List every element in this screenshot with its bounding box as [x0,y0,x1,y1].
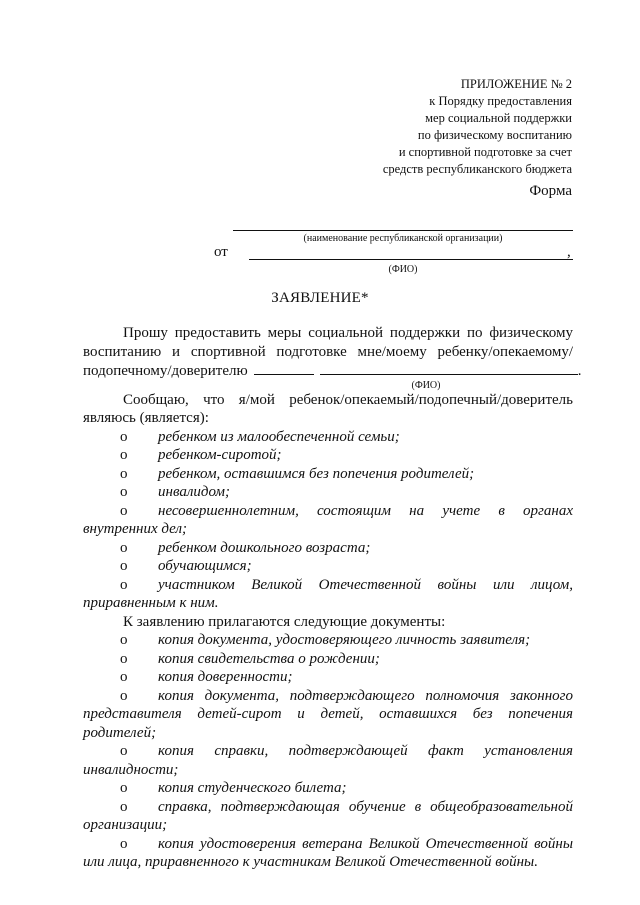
bullet-icon: o [120,539,128,556]
appendix-header [383,76,572,178]
header-line: ПРИЛОЖЕНИЕ № 2 [460,77,572,91]
bullet-icon: o [120,484,128,500]
header-line: мер социальной поддержки [425,111,572,125]
document-item-text: копия справки, подтверждающей факт установления инвалидности; [83,743,573,778]
document-item [83,779,573,798]
status-item-text: участником Великой Отечественной войны или лицом, приравненным к ним. [83,576,573,611]
status-item-text: несовершеннолетним, состоящим на учете в органах внутренних дел; [83,502,573,537]
bullet-icon: o [120,687,128,704]
from-comma: , [567,244,571,260]
bullet-icon: o [120,576,128,593]
from-label: от [214,244,228,260]
header-line: и спортивной подготовке за счет [398,145,572,159]
bullet-icon: o [120,650,128,667]
document-item-text: копия документа, удостоверяющего личность заявителя; [158,632,531,648]
request-end-dot: . [577,363,582,379]
request-paragraph: Прошу предоставить меры социальной поддержки по физическому воспитанию и спортивной подготовке мне/моему ребенку/опекаемому/ [83,325,573,360]
document-item [83,835,573,872]
status-item [83,446,573,465]
applicant-fio-caption: (ФИО) [388,264,418,275]
document-item [83,631,573,650]
request-paragraph-last-line [83,361,582,380]
document-item [83,798,573,835]
documents-paragraph: К заявлению прилагаются следующие документы: [123,613,446,630]
document-item-text: копия свидетельства о рождении; [158,650,380,667]
document-body [83,324,582,872]
document-item [83,650,573,669]
status-item-text: ребенком из малообеспеченной семьи; [158,428,400,445]
header-line: к Порядку предоставления [429,94,572,108]
organization-field-line[interactable] [233,230,573,231]
bullet-icon: o [120,743,128,759]
bullet-icon: o [120,835,128,852]
document-title: ЗАЯВЛЕНИЕ* [271,290,369,306]
recipient-short-field-line[interactable] [254,361,314,375]
status-item [83,428,573,447]
request-recipient-text: подопечному/доверителю [83,363,248,379]
applicant-fio-field-line[interactable] [249,259,573,260]
status-paragraph: Сообщаю, что я/мой ребенок/опекаемый/подопечный/доверитель являюсь (является): [83,391,573,426]
status-item-text: ребенком-сиротой; [158,447,282,463]
document-item-text: справка, подтверждающая обучение в общеобразовательной организации; [83,798,573,833]
status-item-text: инвалидом; [158,484,230,500]
document-item-text: копия доверенности; [158,669,293,685]
header-line: средств республиканского бюджета [382,162,572,176]
recipient-fio-field-line[interactable] [320,361,578,375]
bullet-icon: o [120,428,128,445]
status-item-text: ребенком дошкольного возраста; [158,539,371,556]
document-item [83,668,573,687]
form-label: Форма [529,183,572,199]
recipient-fio-caption: (ФИО) [411,379,441,391]
bullet-icon: o [120,669,128,685]
document-item-text: копия документа, подтверждающего полномочия законного представителя детей-сирот и детей, оставшихся без попечения родителей; [83,687,573,741]
document-item-text: копия студенческого билета; [158,780,347,796]
status-item [83,465,573,484]
status-item [83,576,573,613]
bullet-icon: o [120,465,128,482]
document-item-text: копия удостоверения ветерана Великой Отечественной войны или лица, приравненного к участникам Великой Отечественной войны. [83,835,573,870]
bullet-icon: o [120,798,128,815]
bullet-icon: o [120,632,128,648]
from-row [214,244,584,262]
status-item-text: обучающимся; [158,558,252,574]
status-item [83,539,573,558]
document-item [83,742,573,779]
bullet-icon: o [120,502,128,519]
header-line: по физическому воспитанию [417,128,572,142]
status-item-text: ребенком, оставшимся без попечения родителей; [158,465,475,482]
status-item [83,502,573,539]
status-item [83,557,573,576]
bullet-icon: o [120,558,128,574]
status-item [83,483,573,502]
bullet-icon: o [120,780,128,796]
document-item [83,687,573,743]
bullet-icon: o [120,447,128,463]
organization-caption: (наименование республиканской организации) [303,233,503,244]
